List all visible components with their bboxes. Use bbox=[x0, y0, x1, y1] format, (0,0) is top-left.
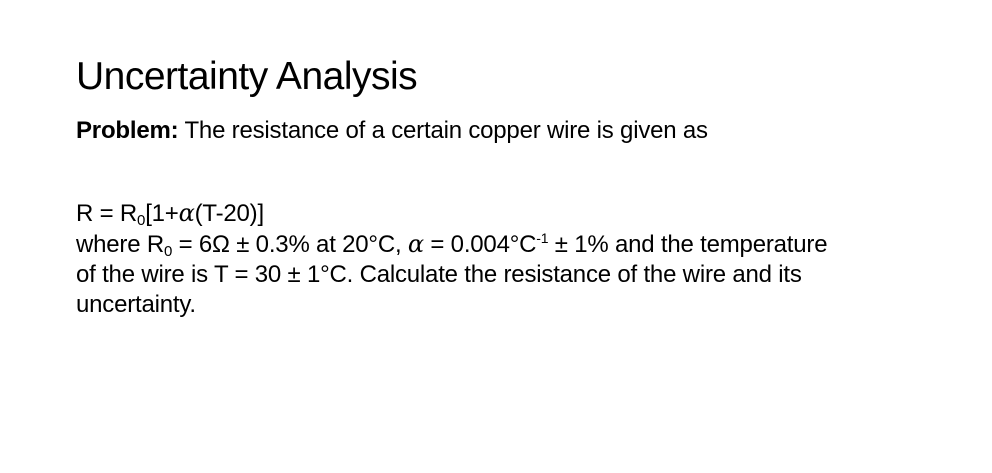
where-alpha-exponent: -1 bbox=[536, 230, 549, 246]
where-alpha: α bbox=[407, 230, 424, 258]
resistance-equation bbox=[76, 198, 956, 229]
where-alpha-uncertainty: 1% and the temperature bbox=[567, 231, 828, 258]
where-prefix: where R bbox=[76, 231, 164, 258]
where-line bbox=[76, 229, 956, 260]
equation-alpha: α bbox=[178, 199, 195, 227]
slide-body bbox=[76, 116, 956, 320]
temperature-line bbox=[76, 260, 956, 290]
temperature-text: of the wire is T = 30 bbox=[76, 261, 288, 288]
spacer bbox=[76, 146, 956, 198]
equation-rest: (T-20)] bbox=[194, 200, 264, 227]
equation-r0-subscript: 0 bbox=[137, 212, 146, 229]
equation-bracket: [1+ bbox=[145, 200, 179, 227]
where-r0-subscript: 0 bbox=[163, 243, 173, 260]
problem-text: The resistance of a certain copper wire is given as bbox=[178, 117, 708, 144]
calculate-text: 1°C. Calculate the resistance of the wire and its bbox=[300, 261, 802, 288]
plus-minus-symbol: ± bbox=[287, 261, 301, 288]
problem-statement bbox=[76, 116, 956, 146]
uncertainty-line: uncertainty. bbox=[76, 291, 196, 318]
slide-title: Uncertainty Analysis bbox=[76, 55, 418, 98]
plus-minus-symbol: ± bbox=[236, 231, 250, 258]
where-r0-value: = 6Ω bbox=[172, 231, 237, 258]
where-alpha-value: = 0.004°C bbox=[423, 231, 537, 258]
equation-r: R = R bbox=[76, 200, 138, 227]
where-r0-uncertainty: 0.3% at 20°C, bbox=[249, 231, 408, 258]
plus-minus-symbol: ± bbox=[554, 231, 568, 258]
problem-label: Problem: bbox=[76, 117, 179, 144]
